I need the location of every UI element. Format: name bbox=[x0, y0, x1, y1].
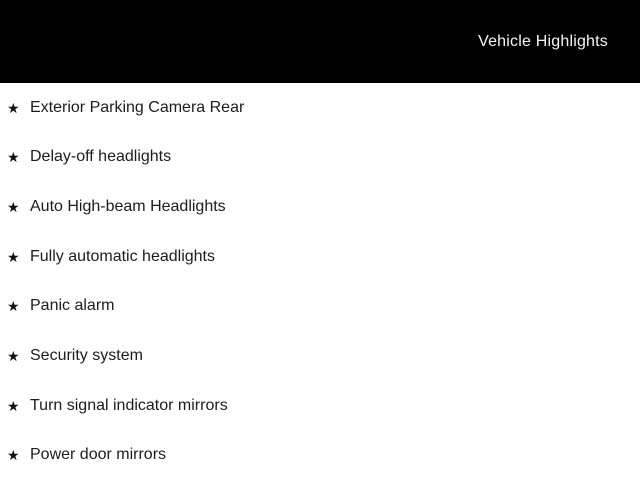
header-bar bbox=[0, 0, 640, 83]
feature-item bbox=[0, 133, 640, 183]
star-icon: ★ bbox=[7, 397, 20, 414]
feature-label: Power door mirrors bbox=[30, 446, 167, 464]
feature-item bbox=[0, 182, 640, 232]
feature-item bbox=[0, 331, 640, 381]
feature-item bbox=[0, 232, 640, 282]
feature-label: Fully automatic headlights bbox=[30, 247, 215, 265]
star-icon: ★ bbox=[7, 149, 20, 166]
star-icon: ★ bbox=[7, 248, 20, 265]
star-icon: ★ bbox=[7, 447, 20, 464]
feature-label: Security system bbox=[30, 346, 143, 364]
star-icon: ★ bbox=[7, 199, 20, 216]
feature-item bbox=[0, 83, 640, 133]
feature-label: Exterior Parking Camera Rear bbox=[30, 98, 245, 116]
feature-label: Turn signal indicator mirrors bbox=[30, 396, 228, 414]
features-list bbox=[0, 83, 640, 480]
feature-label: Delay-off headlights bbox=[30, 148, 172, 166]
star-icon: ★ bbox=[7, 347, 20, 364]
feature-label: Panic alarm bbox=[30, 297, 115, 315]
feature-item bbox=[0, 430, 640, 480]
feature-item bbox=[0, 282, 640, 332]
feature-label: Auto High-beam Headlights bbox=[30, 198, 226, 216]
star-icon: ★ bbox=[7, 99, 20, 116]
star-icon: ★ bbox=[7, 298, 20, 315]
page-title: Vehicle Highlights bbox=[478, 32, 608, 50]
feature-item bbox=[0, 381, 640, 431]
